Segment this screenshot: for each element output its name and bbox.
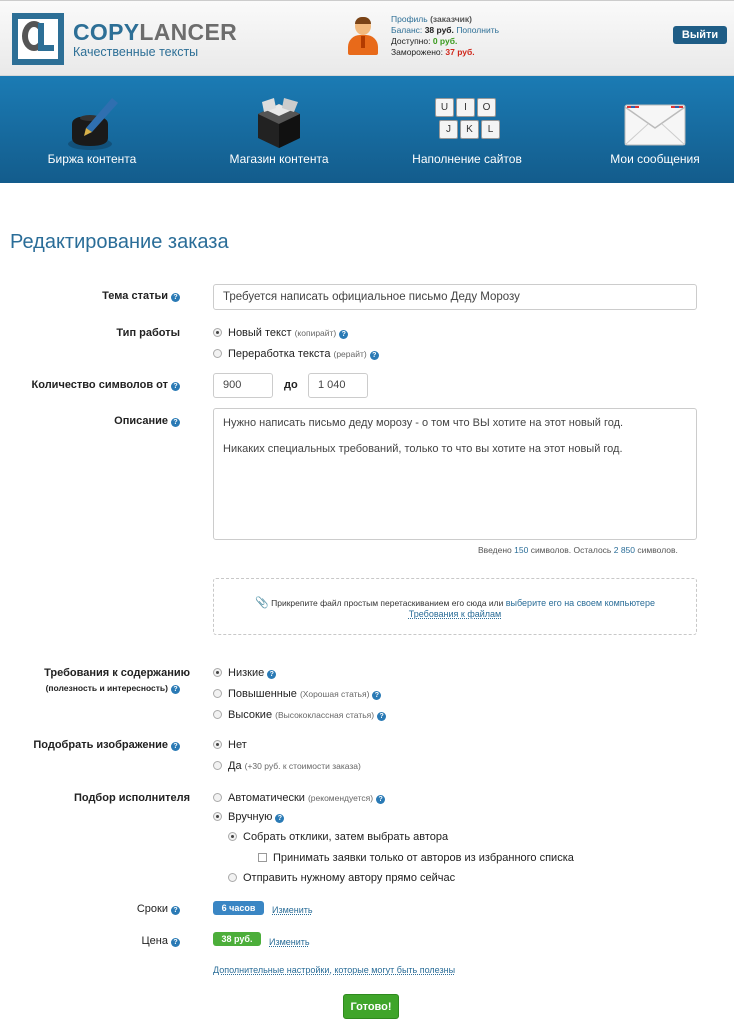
help-icon[interactable]: ? [275, 814, 284, 823]
top-header [0, 0, 734, 76]
checkbox-icon[interactable] [258, 853, 267, 862]
char-counter: Введено 150 символов. Осталось 2 850 символов. [478, 545, 678, 555]
requirements-sublabel: (полезность и интересность) ? [0, 683, 180, 694]
radio-selected-icon[interactable] [213, 328, 222, 337]
nav-item-site-filling[interactable] [404, 76, 530, 183]
user-avatar-icon [346, 17, 380, 55]
description-line: Никаких специальных требований, только то что вы хотите на этот новый год. [223, 443, 623, 455]
help-icon[interactable]: ? [171, 742, 180, 751]
price-change-link[interactable]: Изменить [269, 937, 310, 947]
choose-file-link[interactable]: выберите его на своем компьютере [505, 598, 655, 608]
image-option-yes[interactable]: Да (+30 руб. к стоимости заказа) [213, 760, 361, 772]
nav-item-content-exchange[interactable] [30, 76, 154, 183]
worktype-option-new[interactable]: Новый текст (копирайт) ? [213, 327, 348, 339]
help-icon[interactable]: ? [171, 685, 180, 694]
page-title: Редактирование заказа [10, 231, 229, 253]
help-icon[interactable]: ? [372, 691, 381, 700]
nav-label: Магазин контента [229, 152, 329, 166]
help-icon[interactable]: ? [171, 906, 180, 915]
user-info [391, 14, 499, 58]
requirements-option-increased[interactable]: Повышенные (Хорошая статья) ? [213, 688, 381, 700]
chars-label: Количество символов от ? [0, 379, 180, 391]
radio-selected-icon[interactable] [213, 668, 222, 677]
extra-settings-link[interactable]: Дополнительные настройки, которые могут быть полезны [213, 965, 456, 975]
logout-button[interactable]: Выйти [673, 26, 727, 44]
radio-icon[interactable] [213, 689, 222, 698]
help-icon[interactable]: ? [267, 670, 276, 679]
pen-inkwell-icon [62, 94, 122, 152]
logo[interactable] [12, 13, 238, 65]
requirements-option-low[interactable]: Низкие ? [213, 667, 276, 679]
chars-from-input[interactable]: 900 [213, 373, 273, 398]
envelope-icon [624, 104, 686, 148]
worktype-label: Тип работы [116, 327, 180, 339]
radio-icon[interactable] [213, 349, 222, 358]
nav-item-messages[interactable] [600, 76, 710, 183]
price-label: Цена ? [0, 935, 180, 947]
radio-icon[interactable] [213, 710, 222, 719]
help-icon[interactable]: ? [370, 351, 379, 360]
topic-label: Тема статьи ? [0, 290, 180, 302]
dropzone-text: 📎 Прикрепите файл простым перетаскиванием его сюда или выберите его на своем компьютере [255, 597, 655, 609]
chars-to-label: до [284, 379, 298, 391]
radio-icon[interactable] [213, 761, 222, 770]
nav-label: Биржа контента [47, 152, 137, 166]
help-icon[interactable]: ? [171, 418, 180, 427]
help-icon[interactable]: ? [171, 938, 180, 947]
available-label: Доступно: [391, 36, 431, 46]
nav-item-content-shop[interactable] [216, 76, 342, 183]
brand-tagline: Качественные тексты [73, 45, 199, 59]
main-nav [0, 76, 734, 183]
radio-selected-icon[interactable] [213, 740, 222, 749]
frozen-label: Заморожено: [391, 47, 443, 57]
executor-label: Подбор исполнителя [73, 792, 190, 804]
file-dropzone[interactable] [213, 578, 697, 635]
executor-suboption-send-now[interactable]: Отправить нужному автору прямо сейчас [228, 872, 455, 884]
help-icon[interactable]: ? [171, 382, 180, 391]
help-icon[interactable]: ? [376, 795, 385, 804]
nav-label: Наполнение сайтов [412, 152, 522, 166]
balance-value: 38 руб. [424, 25, 454, 35]
submit-button[interactable]: Готово! [343, 994, 399, 1019]
image-option-no[interactable]: Нет [213, 739, 247, 751]
requirements-label: Требования к содержанию [44, 667, 190, 679]
chars-to-input[interactable]: 1 040 [308, 373, 368, 398]
keyboard-keys-icon [435, 98, 499, 142]
key-cap: U [435, 98, 454, 117]
description-textarea[interactable] [213, 408, 697, 540]
executor-option-manual[interactable]: Вручную ? [213, 811, 284, 823]
help-icon[interactable]: ? [171, 293, 180, 302]
radio-selected-icon[interactable] [213, 812, 222, 821]
image-label: Подобрать изображение ? [0, 739, 180, 751]
radio-selected-icon[interactable] [228, 832, 237, 841]
executor-option-auto[interactable]: Автоматически (рекомендуется) ? [213, 792, 385, 804]
topup-link[interactable]: Пополнить [456, 25, 500, 35]
file-requirements-link[interactable]: Требования к файлам [408, 609, 502, 619]
key-cap: O [477, 98, 496, 117]
key-cap: J [439, 120, 458, 139]
nav-label: Мои сообщения [610, 152, 700, 166]
description-label: Описание ? [0, 415, 180, 427]
brand-name: COPYLANCER [73, 19, 238, 45]
balance-label[interactable]: Баланс: [391, 25, 423, 35]
profile-link[interactable]: Профиль [391, 14, 428, 24]
price-badge: 38 руб. [213, 932, 261, 946]
radio-icon[interactable] [228, 873, 237, 882]
worktype-option-rewrite[interactable]: Переработка текста (рерайт) ? [213, 348, 379, 360]
executor-suboption-collect[interactable]: Собрать отклики, затем выбрать автора [228, 831, 448, 843]
profile-role: (заказчик) [430, 14, 472, 24]
help-icon[interactable]: ? [377, 712, 386, 721]
deadline-change-link[interactable]: Изменить [272, 905, 313, 915]
key-cap: L [481, 120, 500, 139]
requirements-option-high[interactable]: Высокие (Высококлассная статья) ? [213, 709, 386, 721]
frozen-value: 37 руб. [445, 47, 475, 57]
favorites-only-checkbox[interactable]: Принимать заявки только от авторов из избранного списка [258, 852, 574, 864]
topic-input[interactable]: Требуется написать официальное письмо Деду Морозу [213, 284, 697, 310]
deadline-label: Сроки ? [0, 903, 180, 915]
deadline-badge: 6 часов [213, 901, 264, 915]
radio-icon[interactable] [213, 793, 222, 802]
description-line: Нужно написать письмо деду морозу - о том что ВЫ хотите на этот новый год. [223, 417, 624, 429]
available-value: 0 руб. [432, 36, 458, 46]
key-cap: I [456, 98, 475, 117]
paperclip-icon: 📎 [255, 597, 269, 609]
help-icon[interactable]: ? [339, 330, 348, 339]
key-cap: K [460, 120, 479, 139]
logo-mark-icon [12, 13, 64, 65]
shop-box-icon [254, 94, 304, 150]
